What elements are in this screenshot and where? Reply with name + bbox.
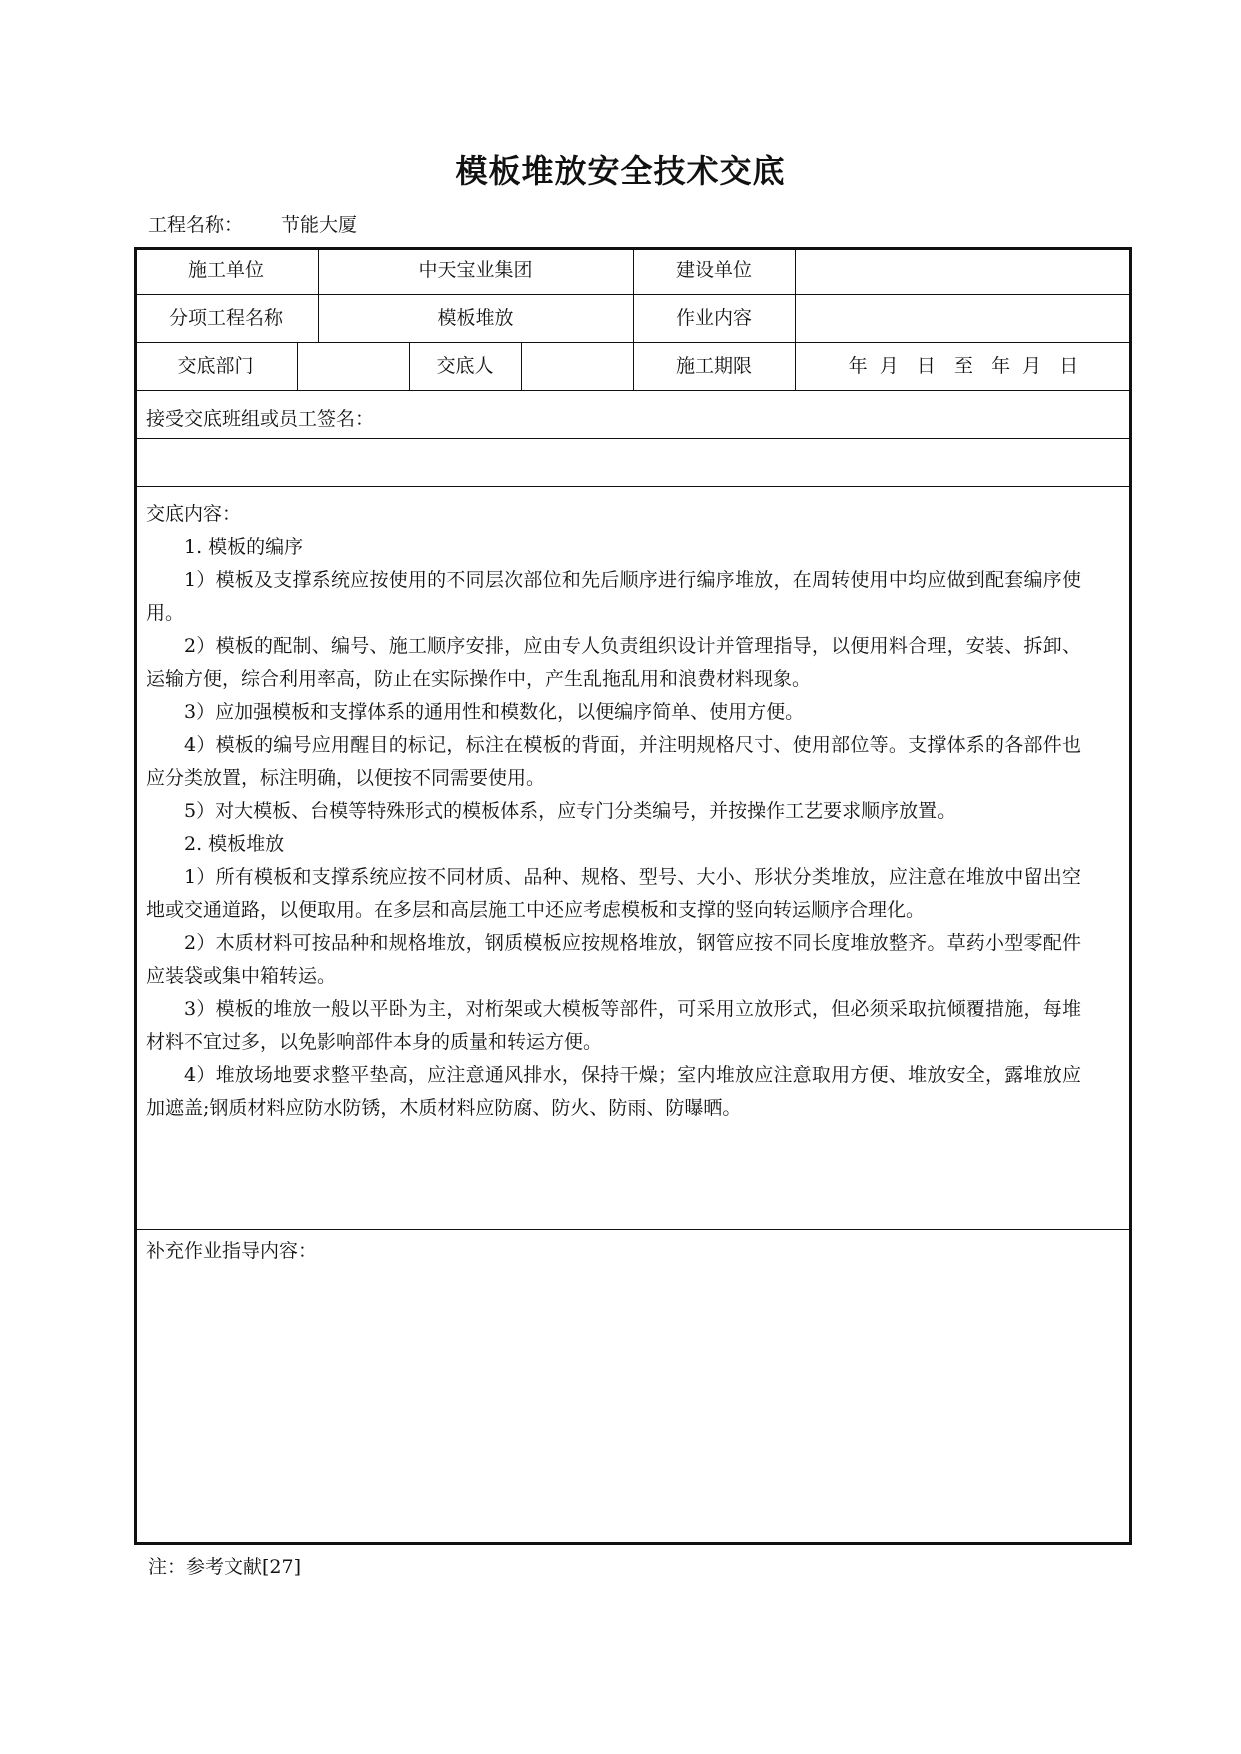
content-paragraph: 5）对大模板、台模等特殊形式的模板体系，应专门分类编号，并按操作工艺要求顺序放置。	[184, 800, 957, 822]
content-paragraph: 2）模板的配制、编号、施工顺序安排，应由专人负责组织设计并管理指导，以便用料合理，安装、拆卸、运输方便，综合利用率高，防止在实际操作中，产生乱拖乱用和浪费材料现象。	[146, 635, 1081, 690]
project-name-row	[148, 210, 357, 237]
row-divider	[134, 1229, 1132, 1230]
person-label: 交底人	[436, 355, 494, 377]
content-paragraph: 1）模板及支撑系统应按使用的不同层次部位和先后顺序进行编序堆放，在周转使用中均应做到配套编序使用。	[146, 569, 1081, 624]
page-title: 模板堆放安全技术交底	[455, 152, 786, 190]
supplement-label: 补充作业指导内容：	[146, 1240, 318, 1262]
sub-project-value: 模板堆放	[437, 307, 514, 329]
reference-note: 注：参考文献[27]	[148, 1556, 302, 1578]
content-label: 交底内容：	[146, 503, 242, 525]
content-paragraph: 4）堆放场地要求整平垫高，应注意通风排水，保持干燥；室内堆放应注意取用方便、堆放安全，露堆放应加遮盖;钢质材料应防水防锈，木质材料应防腐、防火、防雨、防曝晒。	[146, 1064, 1081, 1119]
row-divider	[134, 486, 1132, 487]
project-name-value: 节能大厦	[281, 214, 358, 236]
builder-unit-label: 建设单位	[675, 259, 752, 281]
content-paragraph: 3）模板的堆放一般以平卧为主，对桁架或大模板等部件，可采用立放形式，但必须采取抗倾覆措施，每堆材料不宜过多，以免影响部件本身的质量和转运方便。	[146, 998, 1081, 1053]
row-divider	[134, 438, 1132, 439]
row-divider	[134, 390, 1132, 391]
content-paragraph: 2）木质材料可按品种和规格堆放，钢质模板应按规格堆放，钢管应按不同长度堆放整齐。草药小型零配件应装袋或集中箱转运。	[146, 932, 1081, 987]
sub-project-label: 分项工程名称	[168, 307, 283, 329]
content-paragraph: 1. 模板的编序	[184, 536, 304, 558]
signature-label: 接受交底班组或员工签名：	[146, 408, 375, 430]
work-content-label: 作业内容	[675, 307, 752, 329]
disclosure-content	[146, 498, 1081, 1125]
content-paragraph: 1）所有模板和支撑系统应按不同材质、品种、规格、型号、大小、形状分类堆放，应注意在堆放中留出空地或交通道路，以便取用。在多层和高层施工中还应考虑模板和支撑的竖向转运顺序合理化。	[146, 866, 1081, 921]
content-paragraph: 2. 模板堆放	[184, 833, 285, 855]
content-paragraph: 3）应加强模板和支撑体系的通用性和模数化，以便编序简单、使用方便。	[184, 701, 805, 723]
period-value: 年 月 日 至 年 月 日	[848, 355, 1079, 377]
content-paragraph: 4）模板的编号应用醒目的标记，标注在模板的背面，并注明规格尺寸、使用部位等。支撑体系的各部件也应分类放置，标注明确，以便按不同需要使用。	[146, 734, 1081, 789]
construction-unit-value: 中天宝业集团	[418, 259, 533, 281]
construction-unit-label: 施工单位	[187, 259, 264, 281]
col-divider	[521, 342, 522, 390]
dept-label: 交底部门	[177, 355, 254, 377]
project-name-label: 工程名称：	[148, 214, 244, 236]
col-divider	[297, 342, 298, 390]
period-label: 施工期限	[675, 355, 752, 377]
